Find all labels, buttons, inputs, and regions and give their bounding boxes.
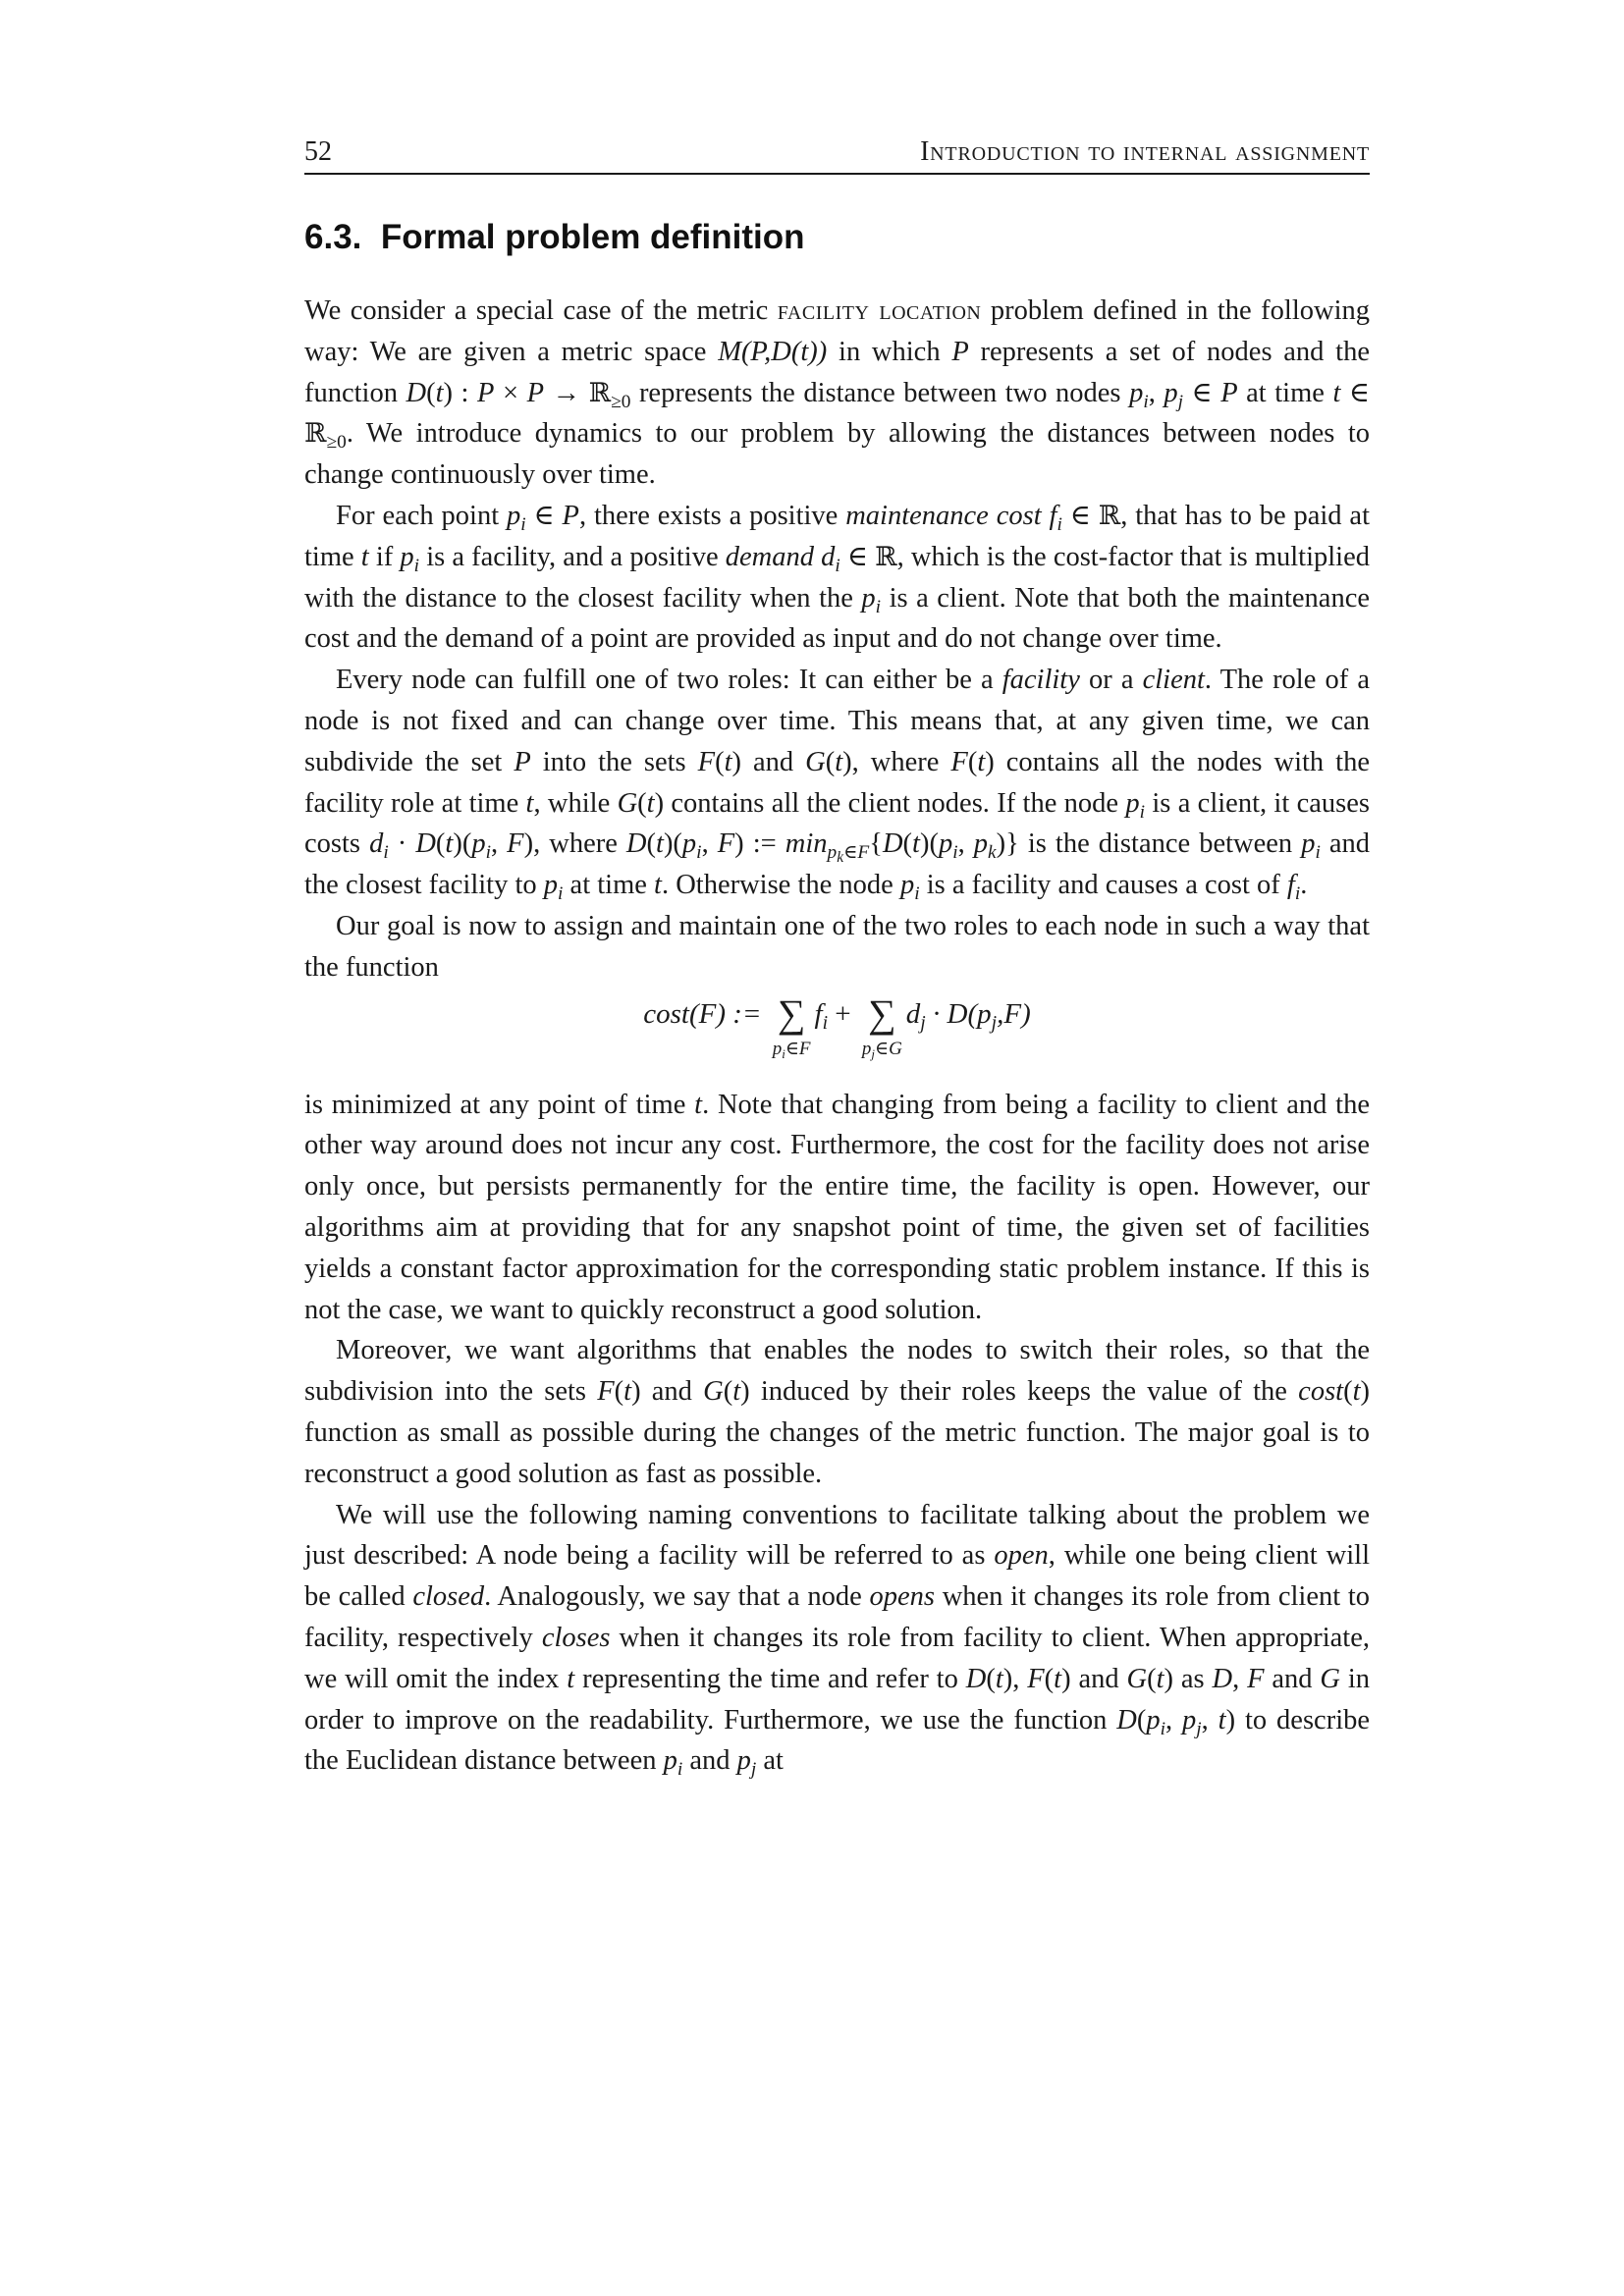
math: D [406, 377, 427, 408]
paragraph-6: Moreover, we want algorithms that enables the nodes to switch their roles, so that the subdivision into the sets F(t) and G(t) induced by their roles keeps the value of the cost(t) function as small as possible during the changes of the metric function. The major goal is to reconstruct a good solution as fast as possible. [304, 1335, 1371, 1489]
cost-equation [304, 992, 1370, 1075]
sum-limit-clients: $p_j\in G$ [861, 1038, 902, 1061]
page [304, 137, 1370, 1782]
plus-sign: + [828, 997, 858, 1030]
section-heading [304, 218, 1370, 257]
running-head [304, 137, 1370, 175]
math: M(P,D(t)) [718, 336, 828, 367]
term-maintenance: $f_i$ [814, 997, 829, 1034]
sum-over-clients [862, 992, 902, 1061]
emphasis: maintenance cost [845, 500, 1042, 531]
sum-limit-facilities: $p_i\in F$ [772, 1038, 811, 1061]
emphasis: open [994, 1540, 1049, 1572]
emphasis: client [1142, 665, 1205, 696]
paragraph-5: is minimized at any point of time t. Note that changing from being a facility to client and the other way around does not incur any cost. Furthermore, the cost for the facility does not arise only once, but persists permanently for the entire time, the facility is open. However, our algorithms aim at providing that for any snapshot point of time, the given set of facilities yields a constant factor approximation for the corresponding static problem instance. If this is not the case, we want to quickly reconstruct a good solution. [304, 1089, 1370, 1325]
section-title: Formal problem definition [380, 218, 805, 256]
paragraph-1: We consider a special case of the metric facility location problem defined in the following way: We are given a metric space M(P,D(t)) in which P represents a set of nodes and the function D(t) : P × P → ℝ$_{\ge 0}$ represents the distance between two nodes $p_i$, $p_j$ ∈ P at time t ∈ ℝ$_{\ge 0}$. We introduce dynamics to our problem by allowing the distances between nodes to change continuously over time. [304, 295, 1370, 491]
body-text [304, 291, 1370, 1782]
paragraph-4: Our goal is now to assign and maintain one of the two roles to each node in such a way that the function [304, 910, 1370, 983]
emphasis: closed [412, 1581, 485, 1613]
sigma-symbol: ∑ [777, 990, 806, 1036]
emphasis: demand [725, 541, 814, 572]
equation-lhs: cost(F) := [643, 997, 769, 1030]
emphasis: closes [541, 1622, 611, 1653]
running-title: Introduction to internal assignment [920, 136, 1370, 167]
emphasis: opens [869, 1581, 935, 1613]
small-caps-term: facility location [777, 295, 982, 326]
paragraph-7: We will use the following naming conventions to facilitate talking about the problem we just described: A node being a facility will be referred to as open, while one being client will be called closed. Analogously, we say that a node opens when it changes its role from client to facility, respectively closes when it changes its role from facility to client. When appropriate, we will omit the index t representing the time and refer to D(t), F(t) and G(t) as D, F and G in order to improve on the readability. Furthermore, we use the function $D(p_i$, $p_j$, t) to describe the Euclidean distance between $p_i$ and $p_j$ at [304, 1499, 1371, 1781]
emphasis: facility [1001, 665, 1080, 696]
page-number: 52 [304, 136, 332, 167]
paragraph-2: For each point $p_i$ ∈ P, there exists a positive maintenance cost $f_i$ ∈ ℝ, that has to be paid at time t if $p_i$ is a facility, and a positive demand $d_i$ ∈ ℝ, which is the cost-factor that is multiplied with the distance to the closest facility when the $p_i$ is a client. Note that both the maintenance cost and the demand of a point are provided as input and do not change over time. [304, 500, 1370, 655]
sum-over-facilities [773, 992, 811, 1061]
section-number: 6.3. [304, 218, 362, 256]
term-demand-distance: $d_j \cdot D(p_j,F)$ [905, 997, 1031, 1034]
sigma-symbol: ∑ [868, 990, 896, 1036]
paragraph-3: Every node can fulfill one of two roles: It can either be a facility or a client. The role of a node is not fixed and can change over time. This means that, at any given time, we can subdivide the set P into the sets F(t) and G(t), where F(t) contains all the nodes with the facility role at time t, while G(t) contains all the client nodes. If the node $p_i$ is a client, it causes costs $d_i \cdot D(t)(p_i$, F), where $D(t)(p_i$, F) := $\min_{p_k\in F}\{D(t)(p_i$, $p_k$)} is the distance between $p_i$ and the closest facility to $p_i$ at time t. Otherwise the node $p_i$ is a facility and causes a cost of $f_i$. [304, 665, 1371, 904]
